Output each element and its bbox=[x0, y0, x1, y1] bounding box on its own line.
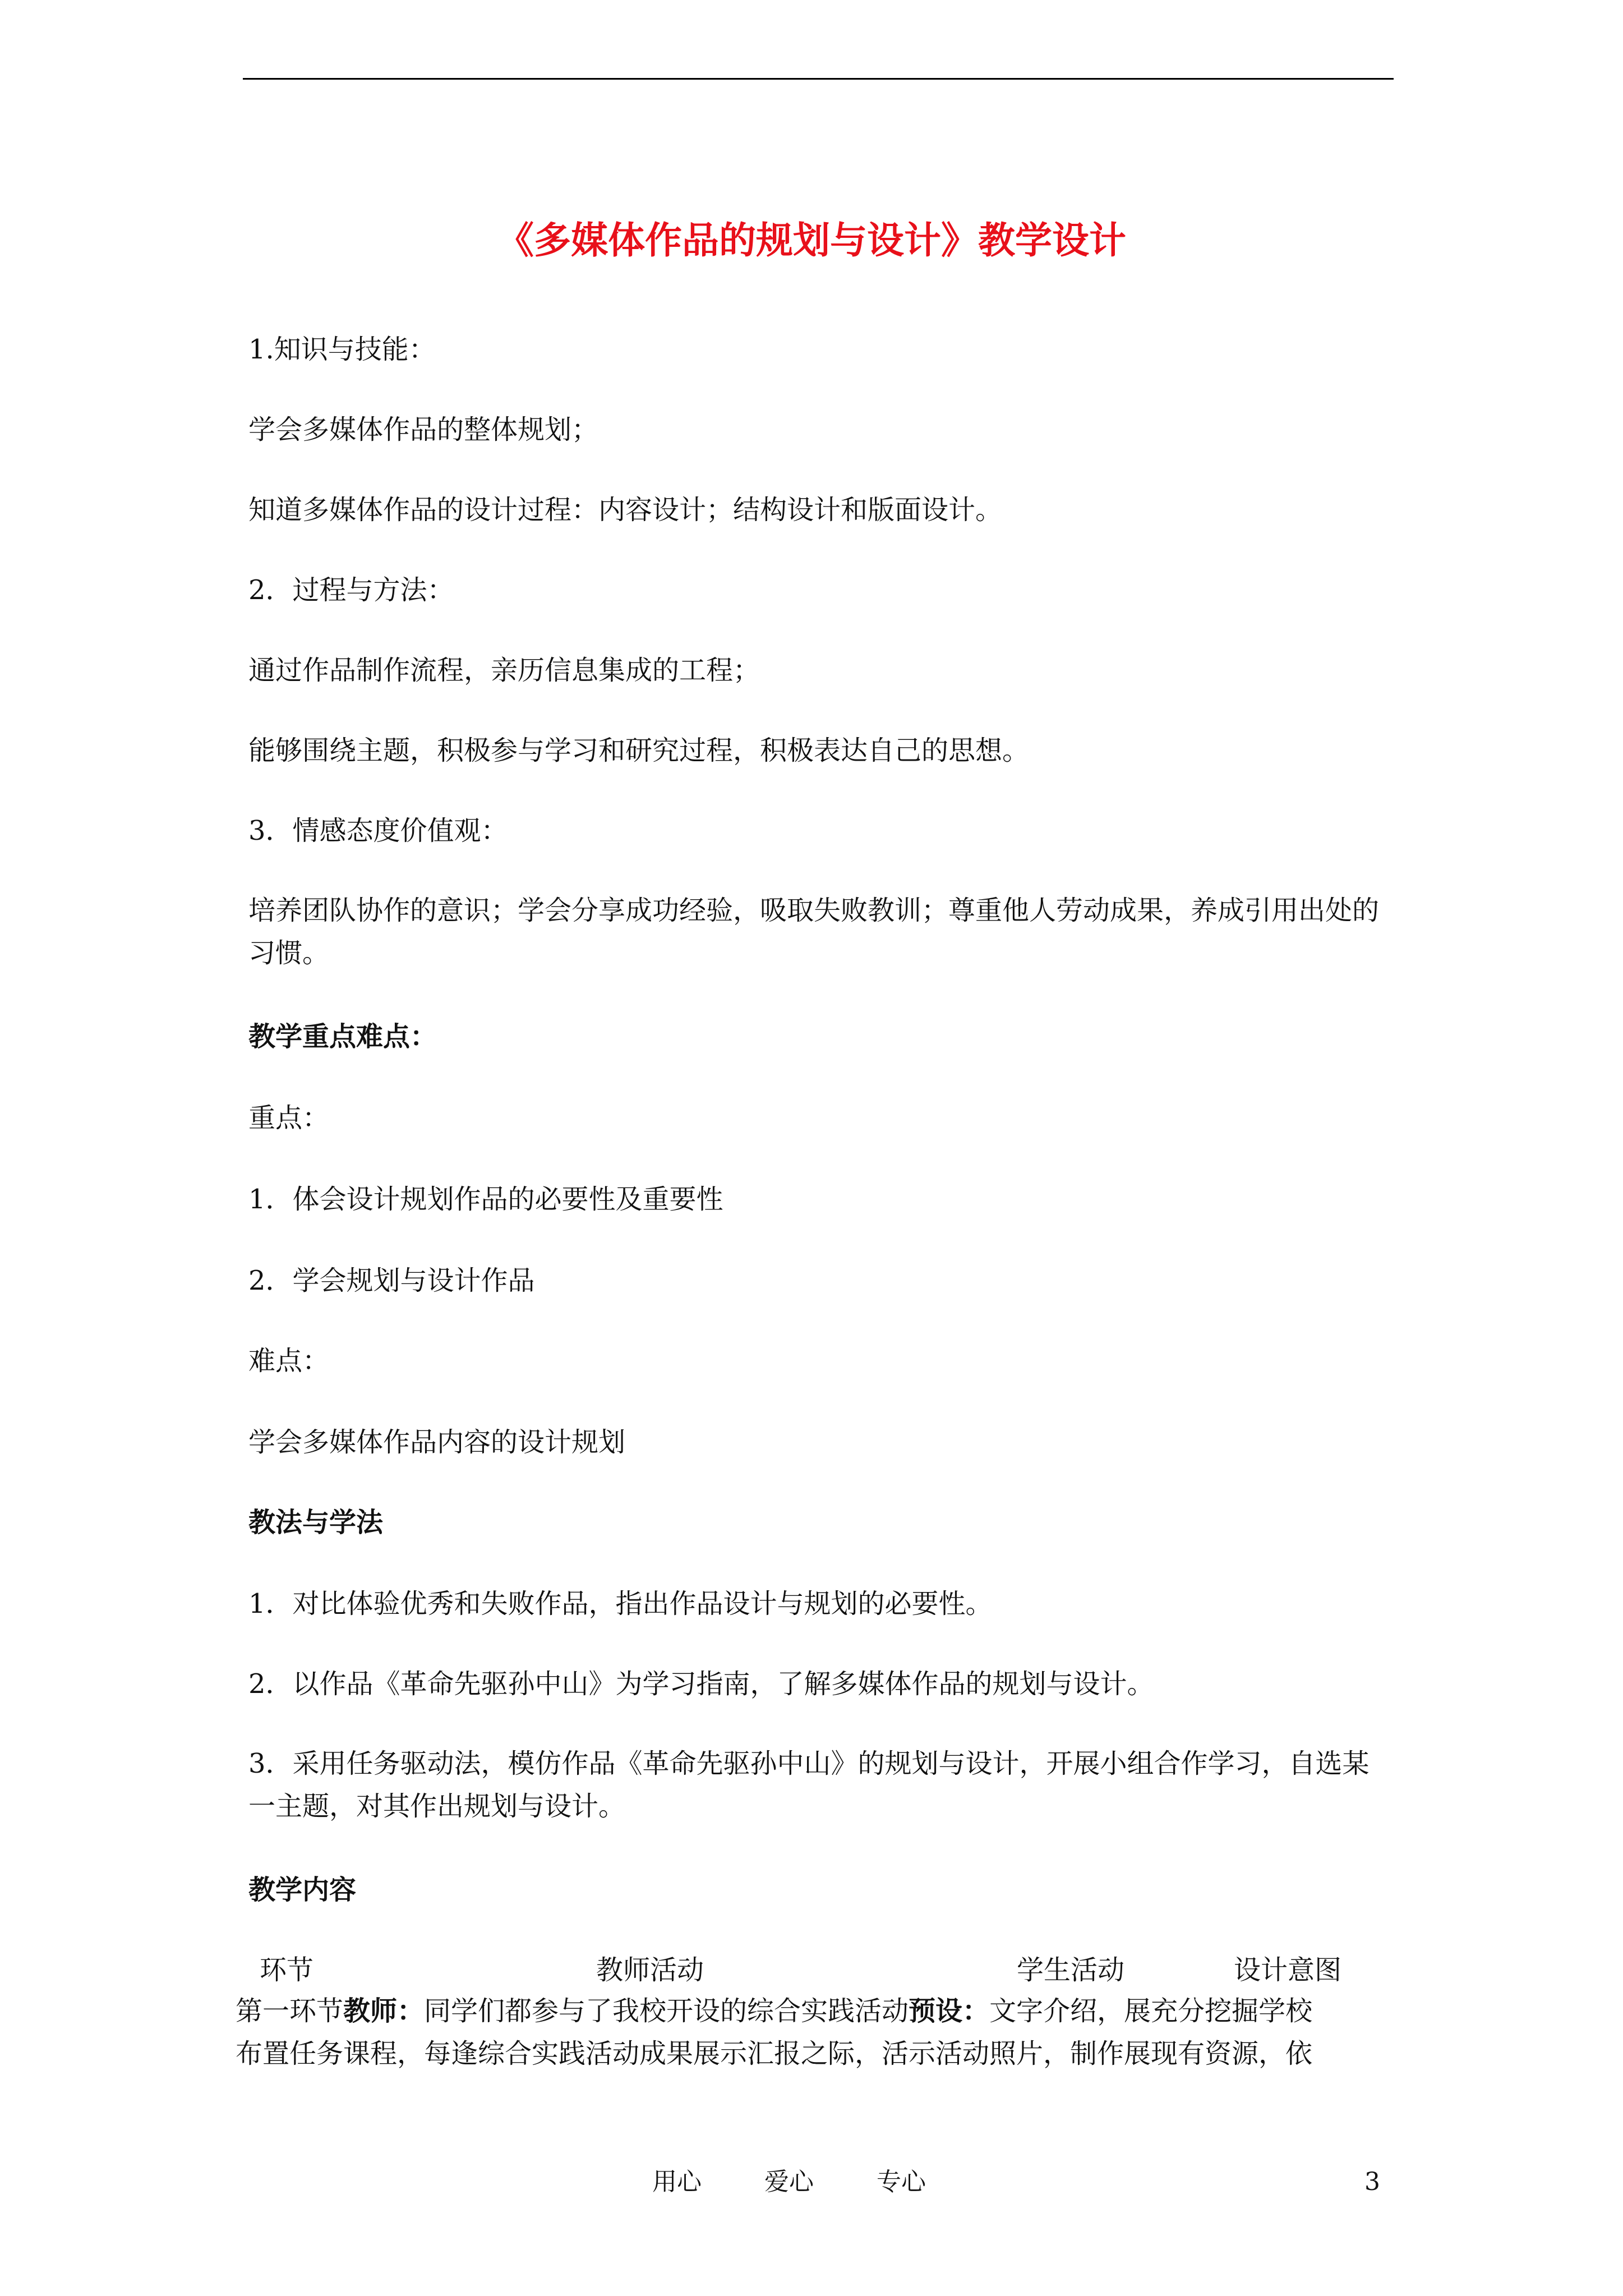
method-item-1: 1．对比体验优秀和失败作品，指出作品设计与规划的必要性。 bbox=[248, 1588, 993, 1619]
content-heading: 教学内容 bbox=[248, 1874, 357, 1906]
table-row-continued: 布置任务课程，每逢综合实践活动成果展示汇报之际，活示活动照片，制作展现有资源，依 bbox=[236, 2038, 1313, 2069]
table-header-intent: 设计意图 bbox=[1234, 1954, 1342, 1986]
knowledge-item-1: 学会多媒体作品的整体规划； bbox=[248, 414, 599, 445]
document-title: 《多媒体作品的规划与设计》教学设计 bbox=[497, 218, 1126, 262]
page-number: 3 bbox=[1364, 2168, 1380, 2196]
difficulty-label: 难点： bbox=[248, 1345, 330, 1377]
row-teacher-label: 教师： bbox=[343, 1995, 425, 2027]
process-item-1: 通过作品制作流程，亲历信息集成的工程； bbox=[248, 655, 760, 686]
footer-motto-2: 爱心 bbox=[764, 2168, 814, 2196]
focus-item-1: 1．体会设计规划作品的必要性及重要性 bbox=[248, 1184, 723, 1215]
difficulty-item-1: 学会多媒体作品内容的设计规划 bbox=[248, 1427, 626, 1458]
table-row bbox=[236, 1990, 1391, 2032]
knowledge-item-2: 知道多媒体作品的设计过程：内容设计；结构设计和版面设计。 bbox=[248, 494, 1003, 526]
table-header-student: 学生活动 bbox=[1017, 1954, 1125, 1986]
emotion-heading: 3．情感态度价值观： bbox=[248, 815, 508, 846]
footer-motto-1: 用心 bbox=[652, 2168, 702, 2196]
method-item-2: 2．以作品《革命先驱孙中山》为学习指南，了解多媒体作品的规划与设计。 bbox=[248, 1668, 1154, 1700]
methods-heading: 教法与学法 bbox=[248, 1507, 384, 1538]
key-points-heading: 教学重点难点： bbox=[248, 1021, 437, 1052]
emotion-item-1: 培养团队协作的意识；学会分享成功经验，吸取失败教训；尊重他人劳动成果，养成引用出处的习惯。 bbox=[248, 895, 1380, 969]
row-student-label: 预设： bbox=[909, 1995, 990, 2027]
knowledge-heading: 1.知识与技能： bbox=[248, 334, 436, 365]
focus-item-2: 2．学会规划与设计作品 bbox=[248, 1265, 535, 1296]
method-item-3: 3．采用任务驱动法，模仿作品《革命先驱孙中山》的规划与设计，开展小组合作学习，自选某一主题，对其作出规划与设计。 bbox=[248, 1748, 1370, 1822]
row-stage: 第一环节 bbox=[236, 1995, 344, 2027]
footer-motto-3: 专心 bbox=[877, 2168, 926, 2196]
table-header-teacher: 教师活动 bbox=[596, 1954, 704, 1986]
row-teacher-text: 同学们都参与了我校开设的综合实践活动 bbox=[424, 1995, 909, 2027]
process-item-2: 能够围绕主题，积极参与学习和研究过程，积极表达自己的思想。 bbox=[248, 735, 1030, 766]
table-header-stage: 环节 bbox=[260, 1954, 314, 1986]
process-heading: 2．过程与方法： bbox=[248, 574, 454, 606]
header-rule bbox=[243, 78, 1394, 80]
focus-label: 重点： bbox=[248, 1102, 330, 1134]
row-student-text: 文字介绍，展充分挖掘学校 bbox=[989, 1995, 1313, 2027]
